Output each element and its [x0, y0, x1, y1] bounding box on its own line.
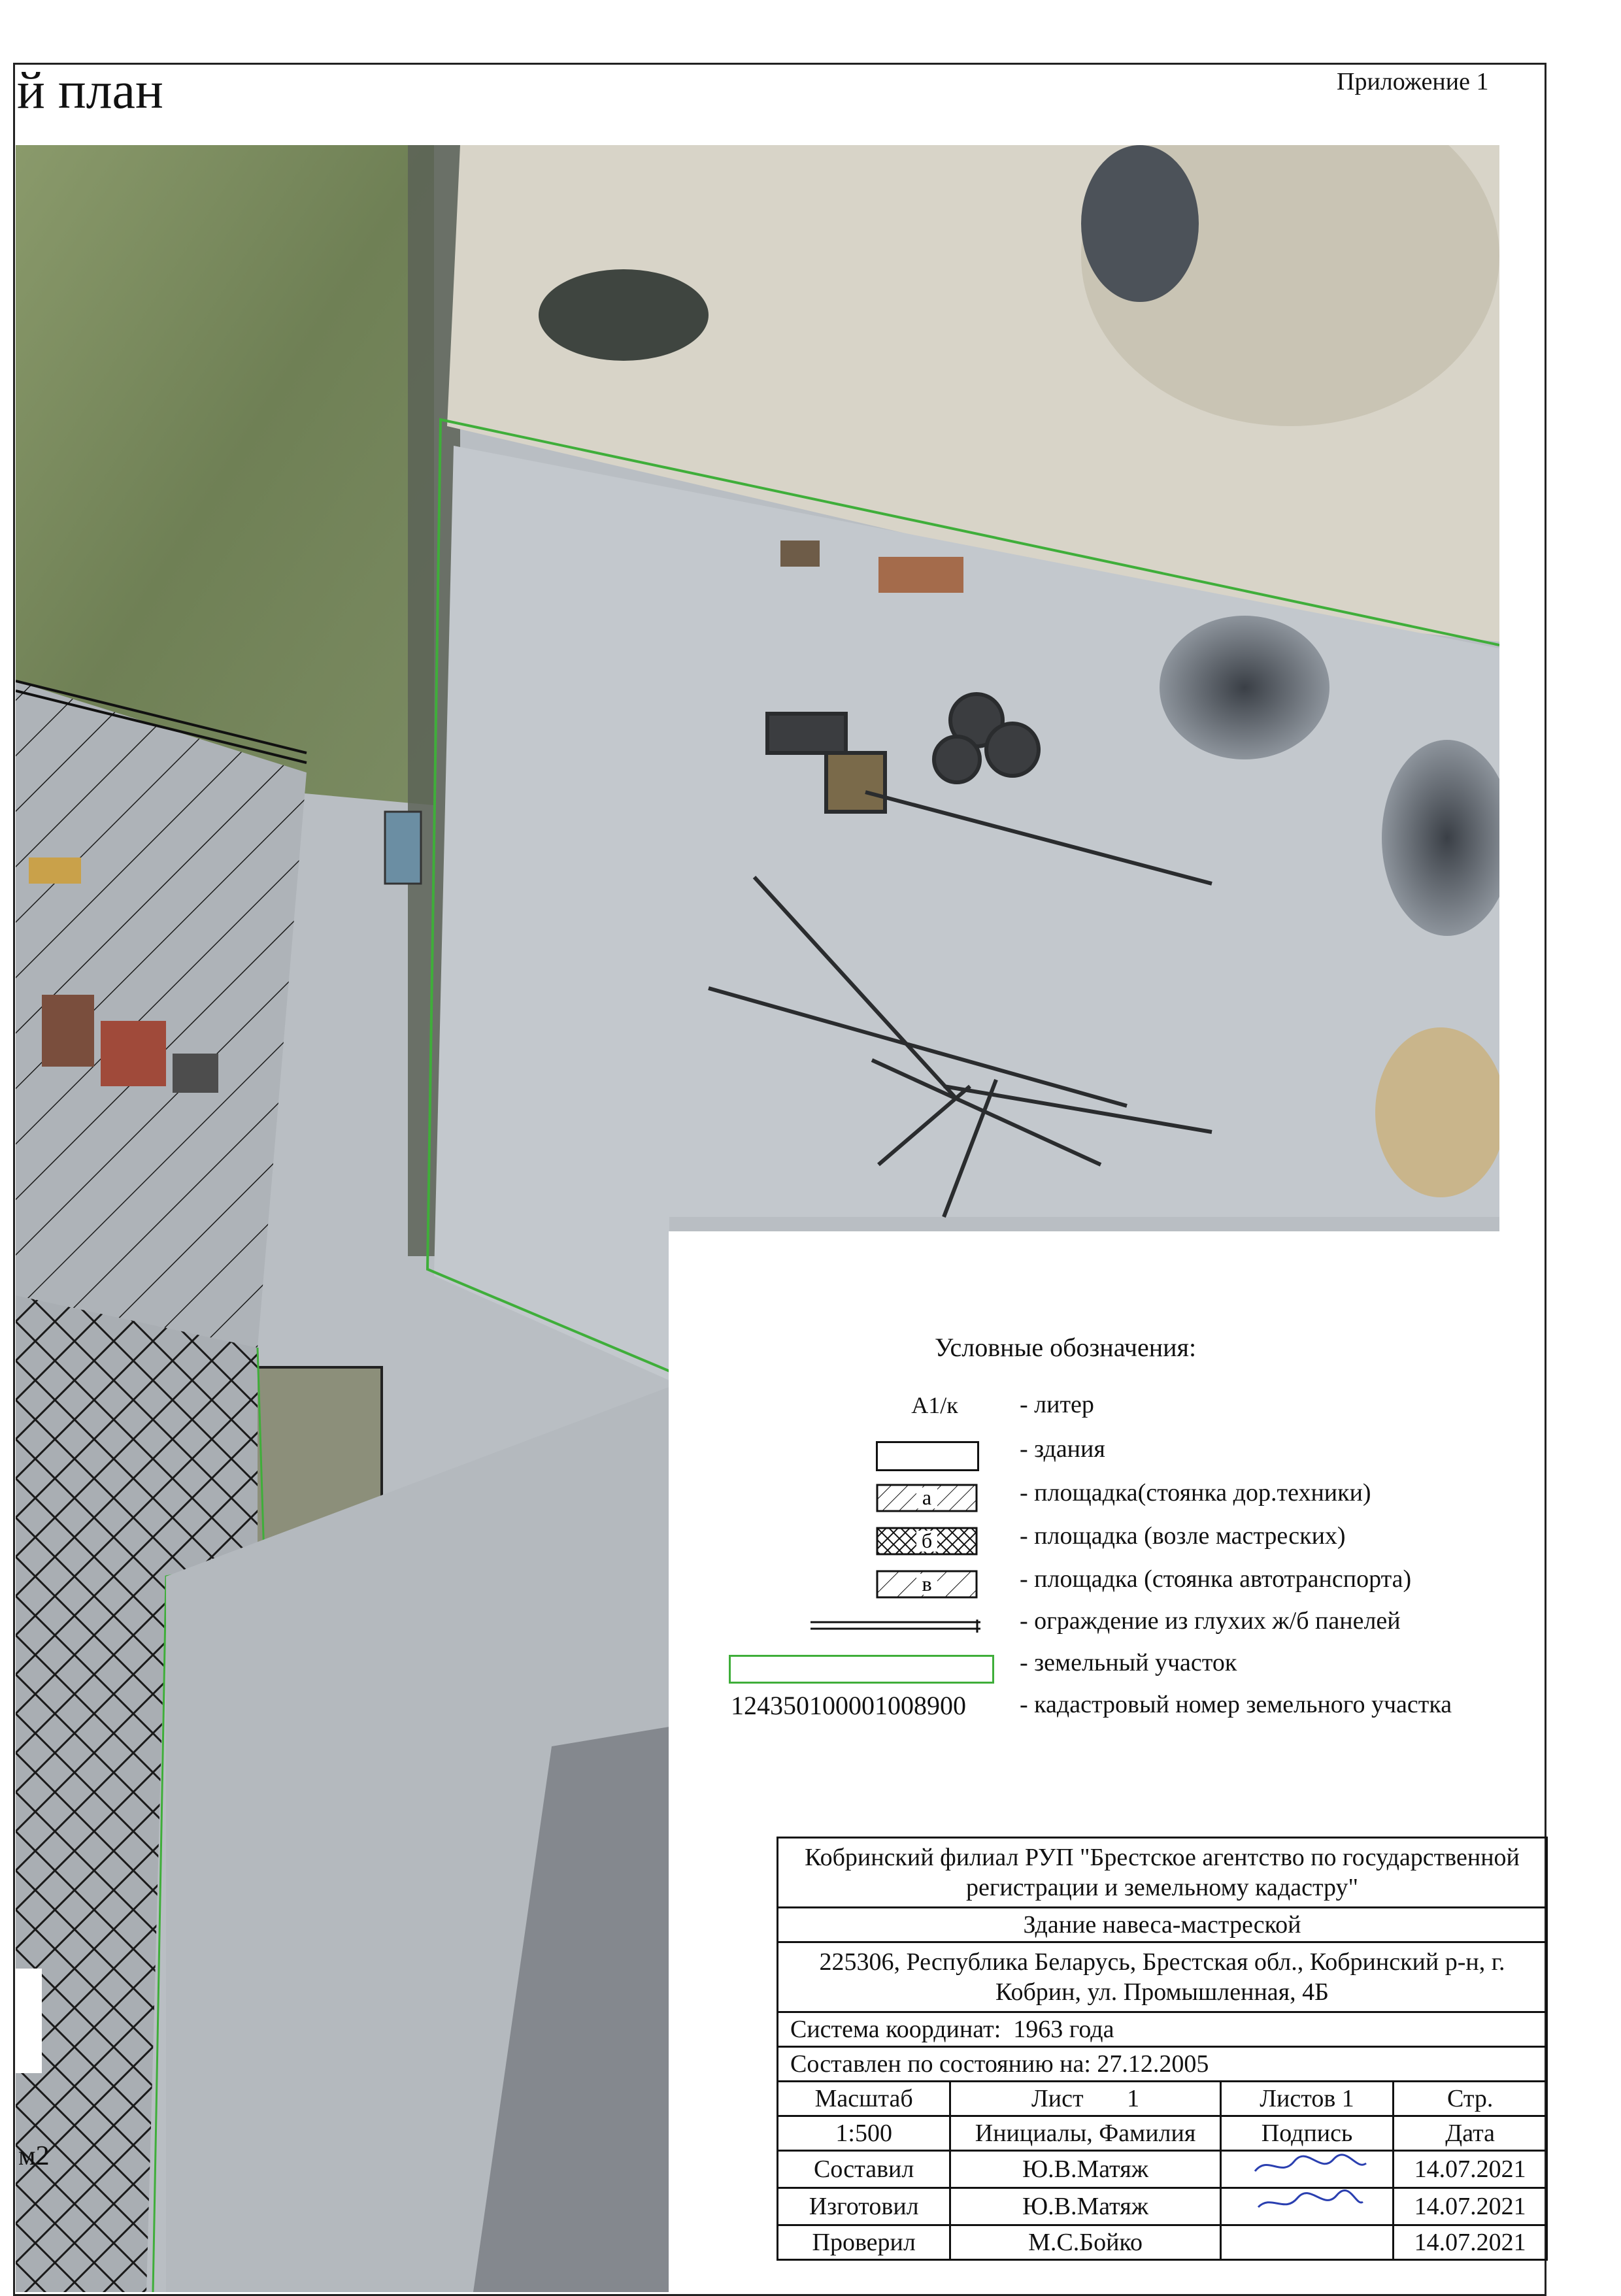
stamp-date: 14.07.2021 [1394, 2151, 1547, 2188]
stamp-name: М.С.Бойко [950, 2225, 1220, 2260]
stamp-sheets-total: Листов 1 [1220, 2082, 1394, 2116]
stamp-name: Ю.В.Матяж [950, 2151, 1220, 2188]
signature-cell [1220, 2225, 1394, 2260]
stamp-coord-system: Система координат: 1963 года [778, 2012, 1547, 2047]
stamp-scale-label: Масштаб [778, 2082, 950, 2116]
stamp-name: Ю.В.Матяж [950, 2188, 1220, 2225]
svg-text:в: в [922, 1572, 932, 1595]
area-side-label: м2 [18, 2141, 50, 2171]
appendix-label: Приложение 1 [1337, 68, 1489, 95]
building [385, 812, 421, 884]
legend-symbol-liter: А1/к [911, 1392, 958, 1418]
stamp-date: 14.07.2021 [1394, 2188, 1547, 2225]
stamp-page-label: Стр. [1394, 2082, 1547, 2116]
legend-title: Условные обозначения: [935, 1333, 1197, 1362]
legend-text-cadastral: - кадастровый номер земельного участка [1020, 1691, 1452, 1718]
stamp-scale-value: 1:500 [778, 2116, 950, 2151]
page-title: й план [17, 62, 163, 120]
stamp-sheet: Лист 1 [950, 2082, 1220, 2116]
stamp-signature-label: Подпись [1220, 2116, 1394, 2151]
legend-symbol-site-v [876, 1570, 978, 1599]
legend-text-liter: - литер [1020, 1391, 1094, 1418]
legend-text-land-plot: - земельный участок [1020, 1649, 1237, 1676]
svg-text:б: б [921, 1529, 933, 1552]
svg-text:а: а [922, 1486, 932, 1509]
signature-image [1220, 2188, 1394, 2225]
legend-symbol-site-a [876, 1484, 978, 1512]
legend-text-building: - здания [1020, 1435, 1105, 1463]
legend-symbol-fence [811, 1618, 980, 1634]
stamp-state-date: Составлен по состоянию на: 27.12.2005 [778, 2047, 1547, 2082]
title-block [777, 1837, 1548, 2261]
legend-symbol-building [876, 1441, 979, 1471]
stamp-organization: Кобринский филиал РУП "Брестское агентство по государственной регистрации и земельному кадастру" [778, 1838, 1547, 1908]
stamp-date: 14.07.2021 [1394, 2225, 1547, 2260]
legend-text-site-v: - площадка (стоянка автотранспорта) [1020, 1565, 1412, 1593]
legend-text-site-a: - площадка(стоянка дор.техники) [1020, 1479, 1371, 1506]
stamp-role: Составил [778, 2151, 950, 2188]
legend-symbol-land-plot [729, 1655, 994, 1684]
legend-symbol-site-b [876, 1527, 978, 1556]
stamp-date-label: Дата [1394, 2116, 1547, 2151]
legend-text-site-b: - площадка (возле мастреских) [1020, 1522, 1346, 1550]
signature-image [1220, 2151, 1394, 2188]
stamp-role: Проверил [778, 2225, 950, 2260]
legend-text-fence: - ограждение из глухих ж/б панелей [1020, 1607, 1401, 1635]
stamp-object: Здание навеса-мастреской [778, 1908, 1547, 1942]
stamp-initials-label: Инициалы, Фамилия [950, 2116, 1220, 2151]
stamp-role: Изготовил [778, 2188, 950, 2225]
stamp-address: 225306, Республика Беларусь, Брестская обл., Кобринский р-н, г. Кобрин, ул. Промышленная, 4Б [778, 1942, 1547, 2012]
legend-symbol-cadastral: 124350100001008900 [731, 1691, 966, 1720]
